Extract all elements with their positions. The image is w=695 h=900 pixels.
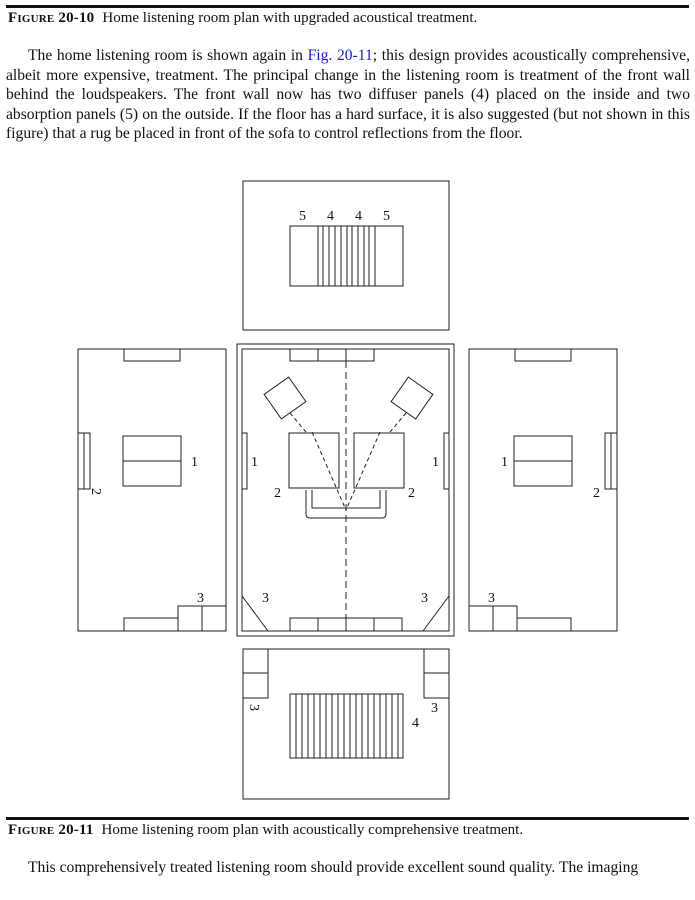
right-loudspeaker (391, 377, 433, 419)
figure-caption-text: Home listening room plan with acoustically comprehensive treatment. (101, 822, 524, 838)
label-center-3-right: 3 (421, 591, 428, 606)
paragraph-text-start: The home listening room is shown again in (28, 47, 308, 64)
label-front-5b: 5 (383, 209, 390, 224)
paragraph-text-rest: ; this design provides acoustically comprehensive, albeit more expensive, treatment. The principal change in the listening room is treatment of the front wall behind the loudspeakers. The front wall now has two diffuser panels (4) placed on the inside and two absorption panels (5) on the outside. If the floor has a hard surface, it is also suggested (but not shown in this figure) that a rug be placed in front of the sofa to control reflections from the floor. (6, 47, 690, 143)
label-front-4b: 4 (355, 209, 362, 224)
label-left-3: 3 (197, 591, 204, 606)
label-center-1-left: 1 (251, 455, 258, 470)
label-center-2-right: 2 (408, 486, 415, 501)
figure-20-11-caption (8, 822, 523, 839)
label-right-2: 2 (593, 486, 600, 501)
label-rear-3-right: 3 (431, 701, 438, 716)
label-rear-3-left: 3 (246, 704, 261, 711)
label-right-1: 1 (501, 455, 508, 470)
right-wall-absorber (605, 433, 611, 489)
label-center-3-left: 3 (262, 591, 269, 606)
label-center-1-right: 1 (432, 455, 439, 470)
label-right-3: 3 (488, 591, 495, 606)
left-wall-absorber (84, 433, 90, 489)
label-center-2-left: 2 (274, 486, 281, 501)
figure-reference-link[interactable]: Fig. 20-11 (307, 47, 373, 64)
figure-caption-text: Home listening room plan with upgraded acoustical treatment. (102, 10, 478, 26)
label-left-2: 2 (88, 488, 103, 495)
figure-label: Figure 20-10 (8, 10, 95, 26)
figure-label: Figure 20-11 (8, 822, 94, 838)
label-front-5a: 5 (299, 209, 306, 224)
left-loudspeaker (264, 377, 306, 419)
left-side-panel-block (289, 433, 339, 488)
front-wall-elevation (243, 181, 449, 330)
body-paragraph-continued: This comprehensively treated listening room should provide excellent sound quality. The imaging (28, 859, 639, 876)
label-rear-4: 4 (412, 716, 419, 731)
bottom-rule (6, 817, 689, 820)
right-side-panel-block (354, 433, 404, 488)
label-front-4a: 4 (327, 209, 334, 224)
label-left-1: 1 (191, 455, 198, 470)
